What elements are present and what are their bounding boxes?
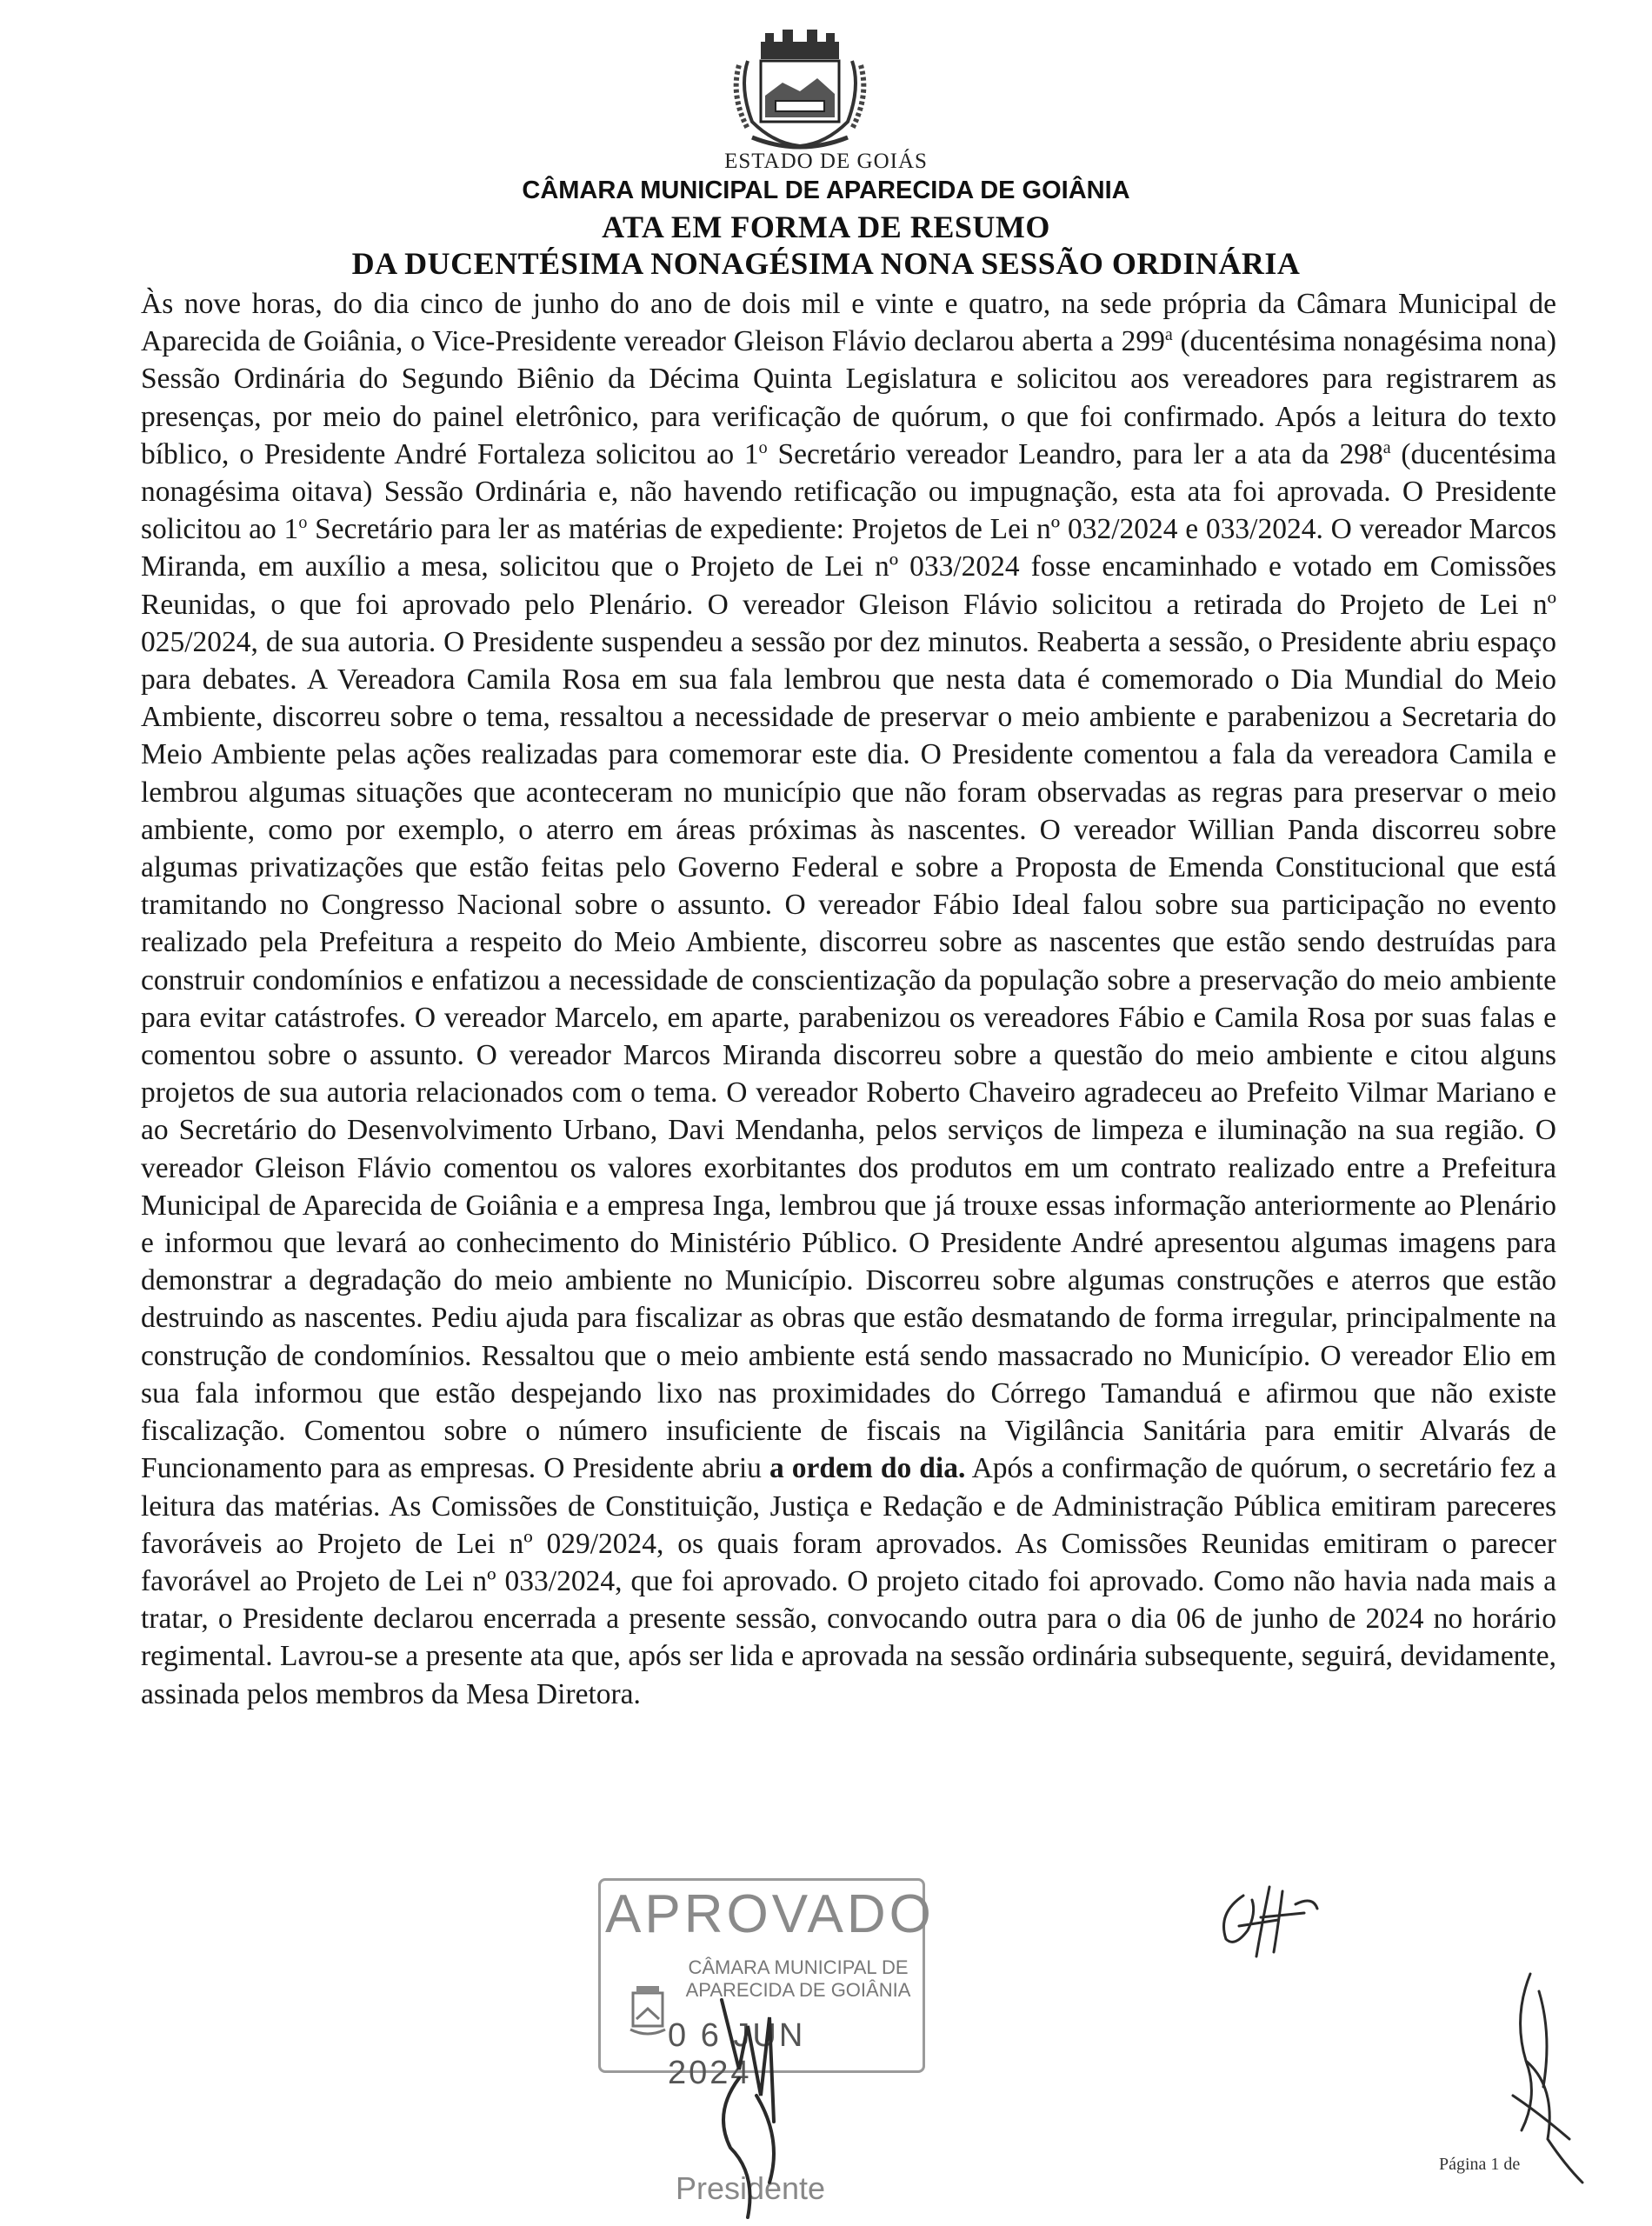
ordinal-marker: a — [1164, 325, 1173, 345]
ordinal-marker: o — [298, 513, 308, 533]
municipal-seal-icon — [713, 26, 887, 157]
body-segment: Secretário para ler as matérias de expediente: Projetos de Lei nº 032/2024 e 033/2024. O vereador Marcos Miranda, em auxílio a mesa, solicitou que o Projeto de Lei nº 033/2024 fosse encaminhado e votado em Comissões Reunidas, o que foi aprovado pelo Plenário. O vereador Gleison Flávio solicitou a retirada do Projeto de Lei nº 025/2024, de sua autoria. O Presidente suspendeu a sessão por dez minutos. Reaberta a sessão, o Presidente abriu espaço para debates. A Vereadora Camila Rosa em sua fala lembrou que nesta data é comemorado o Dia Mundial do Meio Ambiente, discorreu sobre o tema, ressaltou a necessidade de preservar o meio ambiente e parabenizou a Secretaria do Meio Ambiente pelas ações realizadas para comemorar este dia. O Presidente comentou a fala da vereadora Camila e lembrou algumas situações que aconteceram no município que não foram observadas as regras para preservar o meio ambiente, como por exemplo, o aterro em áreas próximas às nascentes. O vereador Willian Panda discorreu sobre algumas privatizações que estão feitas pelo Governo Federal e sobre a Proposta de Emenda Constitucional que está tramitando no Congresso Nacional sobre o assunto. O vereador Fábio Ideal falou sobre sua participação no evento realizado pela Prefeitura a respeito do Meio Ambiente, discorreu sobre as nascentes que estão sendo destruídas para construir condomínios e enfatizou a necessidade de conscientização da população sobre a preservação do meio ambiente para evitar catástrofes. O vereador Marcelo, em aparte, parabenizou os vereadores Fábio e Camila Rosa por suas falas e comentou sobre o assunto. O vereador Marcos Miranda discorreu sobre a questão do meio ambiente e citou alguns projetos de sua autoria relacionados com o tema. O vereador Roberto Chaveiro agradeceu ao Prefeito Vilmar Mariano e ao Secretário do Desenvolvimento Urbano, Davi Mendanha, pelos serviços de limpeza e iluminação na sua região. O vereador Gleison Flávio comentou os valores exorbitantes dos produtos em um contrato realizado entre a Prefeitura Municipal de Aparecida de Goiânia e a empresa Inga, lembrou que já trouxe essas informação anteriormente ao Plenário e informou que levará ao conhecimento do Ministério Público. O Presidente André apresentou algumas imagens para demonstrar a degradação do meio ambiente no Município. Discorreu sobre algumas construções e aterros que estão destruindo as nascentes. Pediu ajuda para fiscalizar as obras que estão desmatando de forma irregular, principalmente na construção de condomínios. Ressaltou que o meio ambiente está sendo massacrado no Município. O vereador Elio em sua fala informou que estão despejando lixo nas proximidades do Córrego Tamanduá e afirmou que não existe fiscalização. Comentou sobre o número insuficiente de fiscais na Vigilância Sanitária para emitir Alvarás de Funcionamento para as empresas. O Presidente abriu — [141, 513, 1556, 1485]
document-title-line1: ATA EM FORMA DE RESUMO — [602, 210, 1050, 244]
stamp-title: APROVADO — [605, 1884, 935, 1944]
document-title-line2: DA DUCENTÉSIMA NONAGÉSIMA NONA SESSÃO ORDINÁRIA — [351, 246, 1301, 281]
stamp-date: 0 6 JUN 2024 — [668, 2017, 806, 2091]
ordinal-marker: a — [1382, 437, 1391, 457]
body-segment: Secretário vereador Leandro, para ler a ata da 298 — [767, 437, 1383, 470]
stamp-role: Presidente — [675, 2170, 826, 2206]
body-segment: Às nove horas, do dia cinco de junho do ano de dois mil e vinte e quatro, na sede própria da Câmara Municipal de Aparecida de Goiânia, o Vice-Presidente vereador Gleison Flávio declarou aberta a 299 — [141, 288, 1556, 358]
stamp-line2: APARECIDA DE GOIÂNIA — [685, 1979, 911, 2001]
minutes-body — [141, 285, 1556, 1713]
stamp-line1: CÂMARA MUNICIPAL DE — [688, 1956, 909, 1978]
chamber-name: CÂMARA MUNICIPAL DE APARECIDA DE GOIÂNIA — [522, 177, 1130, 204]
initials-signature — [1209, 1878, 1330, 1965]
body-segment: (ducentésima nonagésima nona) Sessão Ordinária do Segundo Biênio da Décima Quinta Legislatura e solicitou aos vereadores para registrarem as presenças, por meio do painel eletrônico, para verificação de quórum, o que foi confirmado. Após a leitura do texto bíblico, o Presidente André Fortaleza solicitou ao 1 — [141, 325, 1556, 470]
body-segment: Após a confirmação de quórum, o secretário fez a leitura das matérias. As Comissões de Constituição, Justiça e Redação e de Administração Pública emitiram pareceres favoráveis ao Projeto de Lei nº 029/2024, os quais foram aprovados. As Comissões Reunidas emitiram o parecer favorável ao Projeto de Lei nº 033/2024, que foi aprovado. O projeto citado foi aprovado. Como não havia nada mais a tratar, o Presidente declarou encerrada a presente sessão, convocando outra para o dia 06 de junho de 2024 no horário regimental. Lavrou-se a presente ata que, após ser lida e aprovada na sessão ordinária subsequente, seguirá, devidamente, assinada pelos membros da Mesa Diretora. — [141, 1452, 1556, 1710]
coat-of-arms-small-icon — [626, 1984, 669, 2036]
page-number: Página 1 de — [1439, 2155, 1521, 2174]
state-label: ESTADO DE GOIÁS — [724, 150, 928, 173]
body-segment: (ducentésima nonagésima oitava) Sessão Ordinária e, não havendo retificação ou impugnação, esta ata foi aprovada. O Presidente solicitou ao 1 — [141, 437, 1556, 546]
ordinal-marker: o — [758, 437, 768, 457]
order-of-day-emphasis: a ordem do dia. — [769, 1452, 966, 1485]
president-signature — [687, 1965, 817, 2226]
